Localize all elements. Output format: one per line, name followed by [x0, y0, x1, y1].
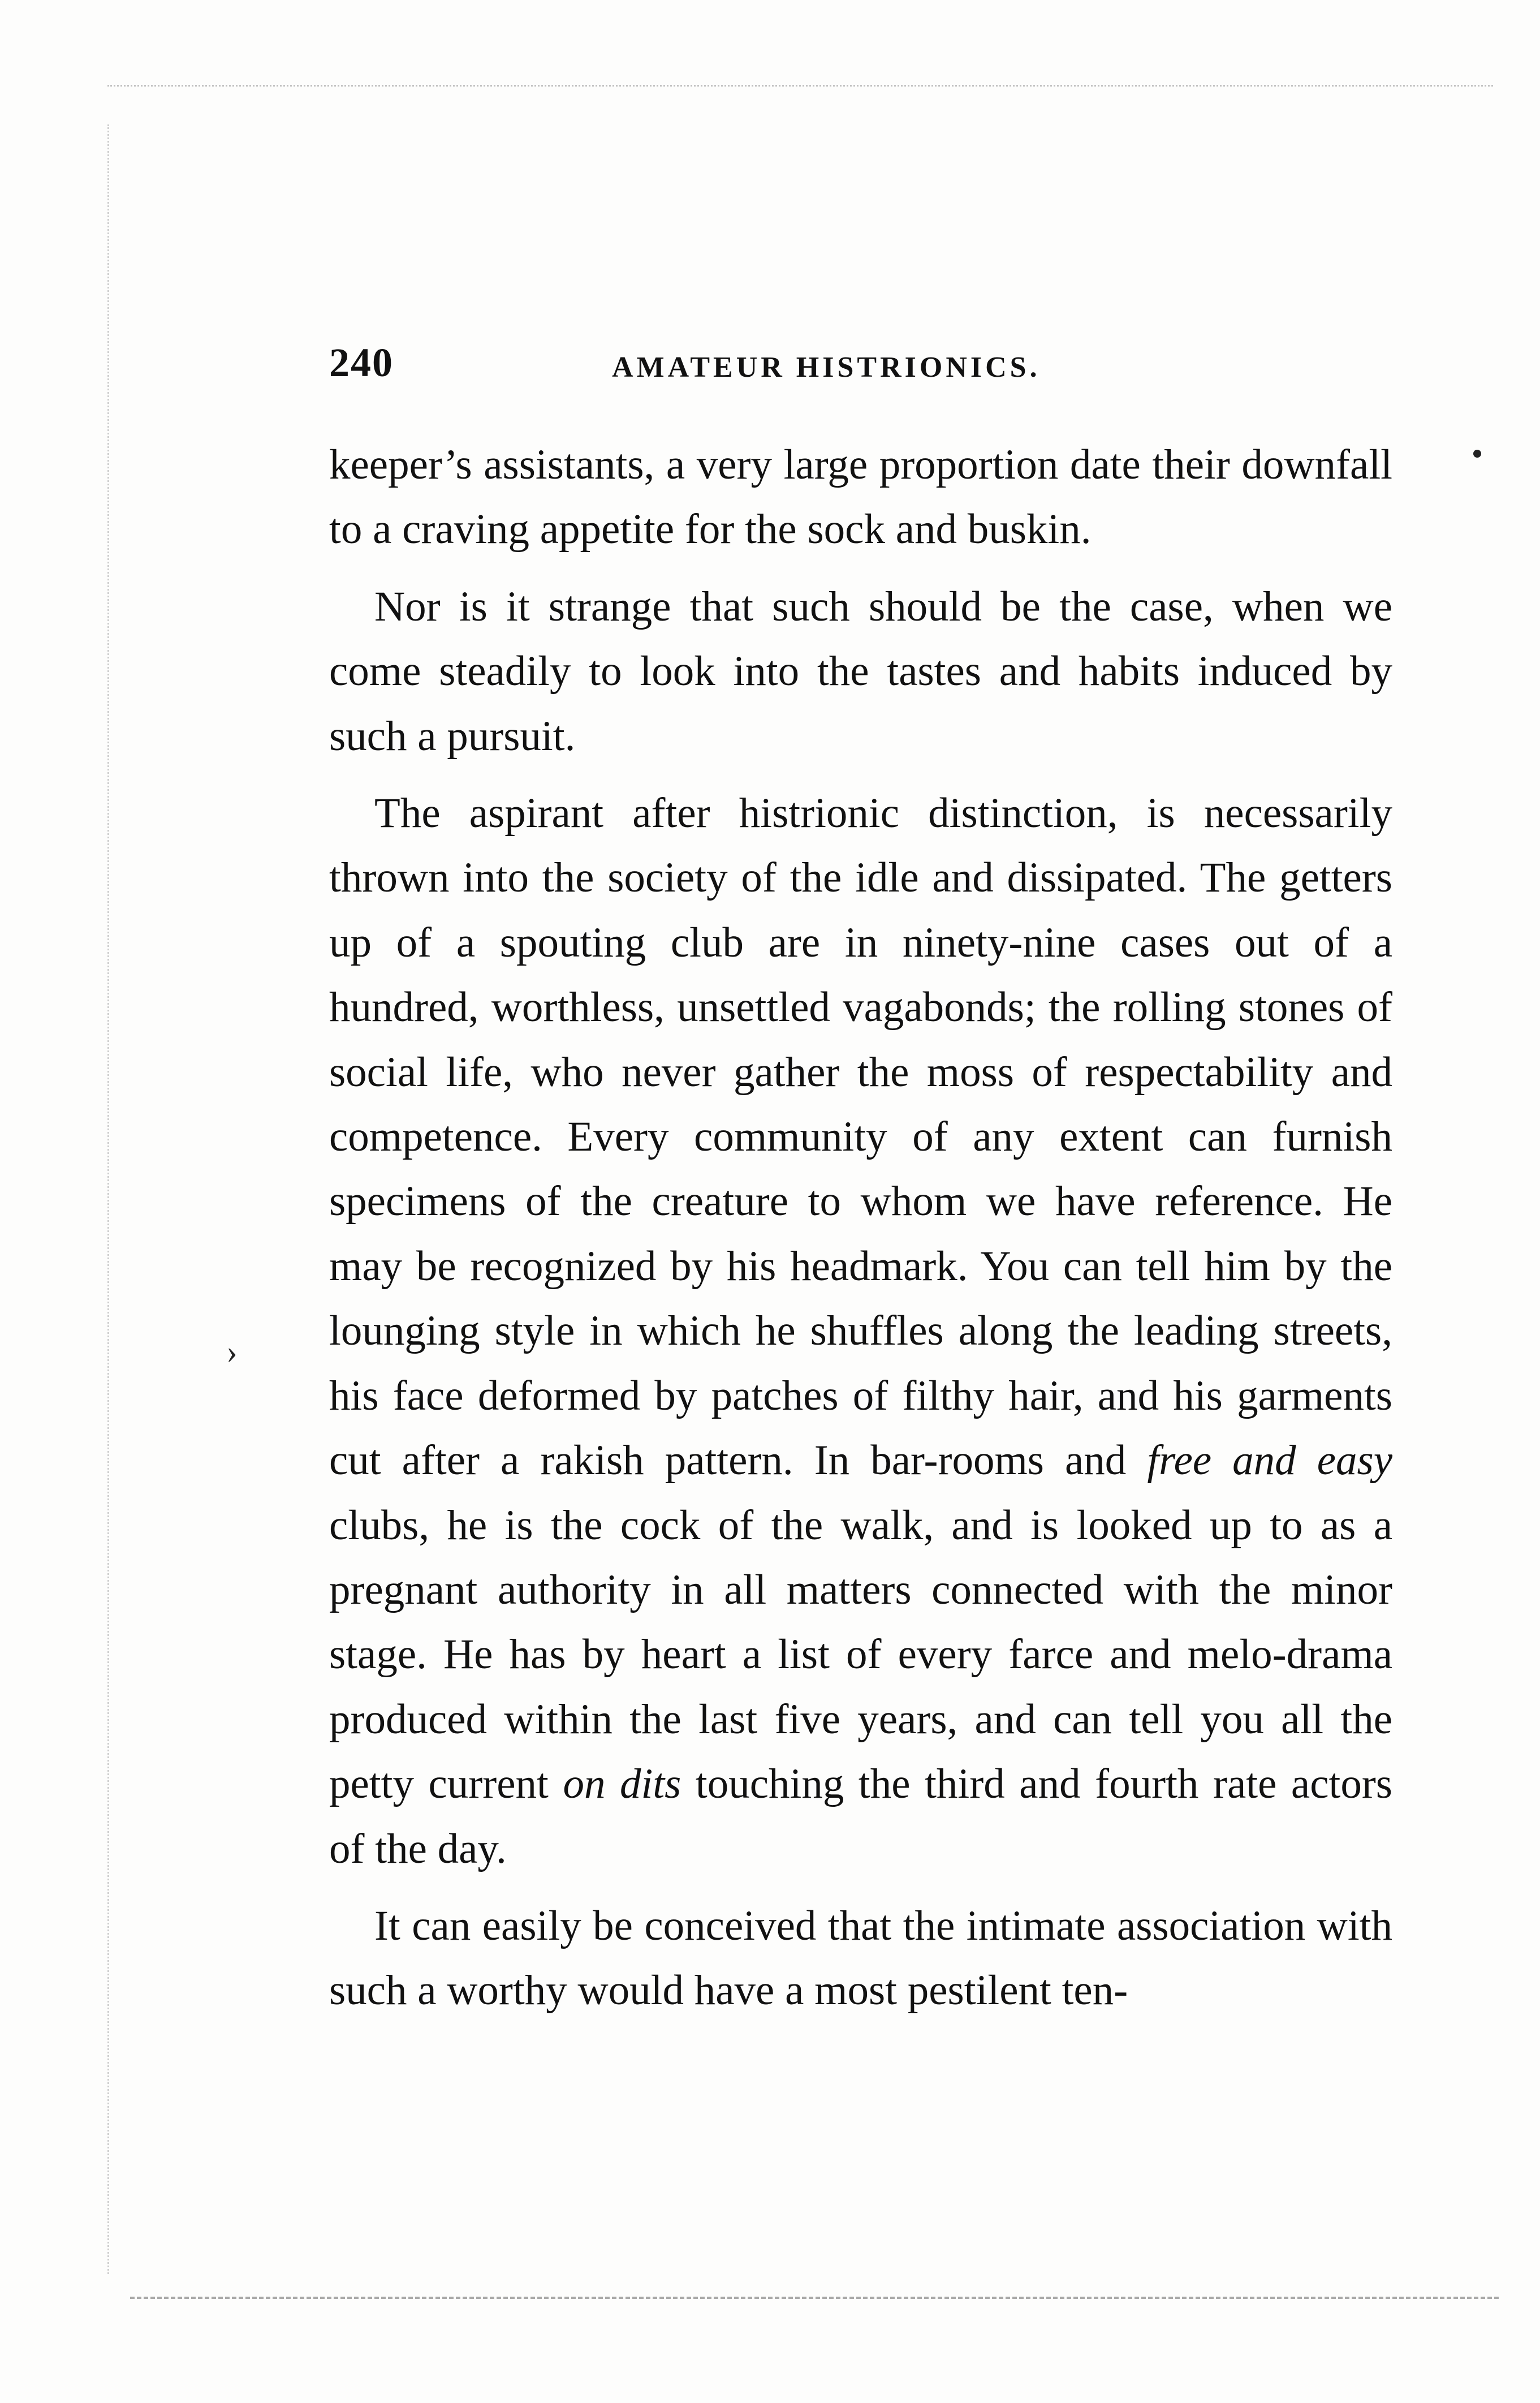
body-text — [329, 433, 1392, 2023]
paragraph-final: It can easily be conceived that the intimate association with such a worthy would have a most pestilent ten- — [329, 1902, 1392, 2014]
page-header — [329, 339, 1392, 390]
running-title: AMATEUR HISTRIONICS. — [612, 351, 1041, 384]
margin-arrow-mark: › — [226, 1333, 238, 1370]
margin-dot — [1473, 450, 1481, 458]
italic-phrase: on dits — [563, 1760, 681, 1808]
paragraph-continued: keeper’s assistants, a very large proportion date their downfall to a craving appetite for the sock and buskin. — [329, 441, 1392, 553]
scan-edge-left — [107, 124, 115, 2274]
scan-edge-bottom — [130, 2274, 1499, 2299]
paragraph: Nor is it strange that such should be the case, when we come steadily to look into the tastes and habits induced by such a pursuit. — [329, 583, 1392, 760]
paragraph-main: The aspirant after histrionic distinction, is necessarily thrown into the society of the idle and dissipated. The getters up of a spouting club are in ninety-nine cases out of a hundred, worthless, unsettled vagabonds; the rolling stones of social life, who never gather the moss of respectability and competence. Every community of any extent can furnish specimens of the creature to whom we have reference. He may be recognized by his headmark. You can tell him by the lounging style in which he shuffles along the leading streets, his face deformed by patches of filthy hair, and his garments cut after a rakish pattern. In bar-rooms and free and easy clubs, he is the cock of the walk, and is looked up to as a pregnant authority in all matters connected with the minor stage. He has by heart a list of every farce and melo-drama produced within the last five years, and can tell you all the petty current on dits touching the third and fourth rate actors of the day. — [329, 790, 1392, 1872]
scan-edge-top — [107, 85, 1493, 154]
italic-phrase: free and easy — [1147, 1437, 1392, 1484]
page-number: 240 — [329, 340, 394, 385]
